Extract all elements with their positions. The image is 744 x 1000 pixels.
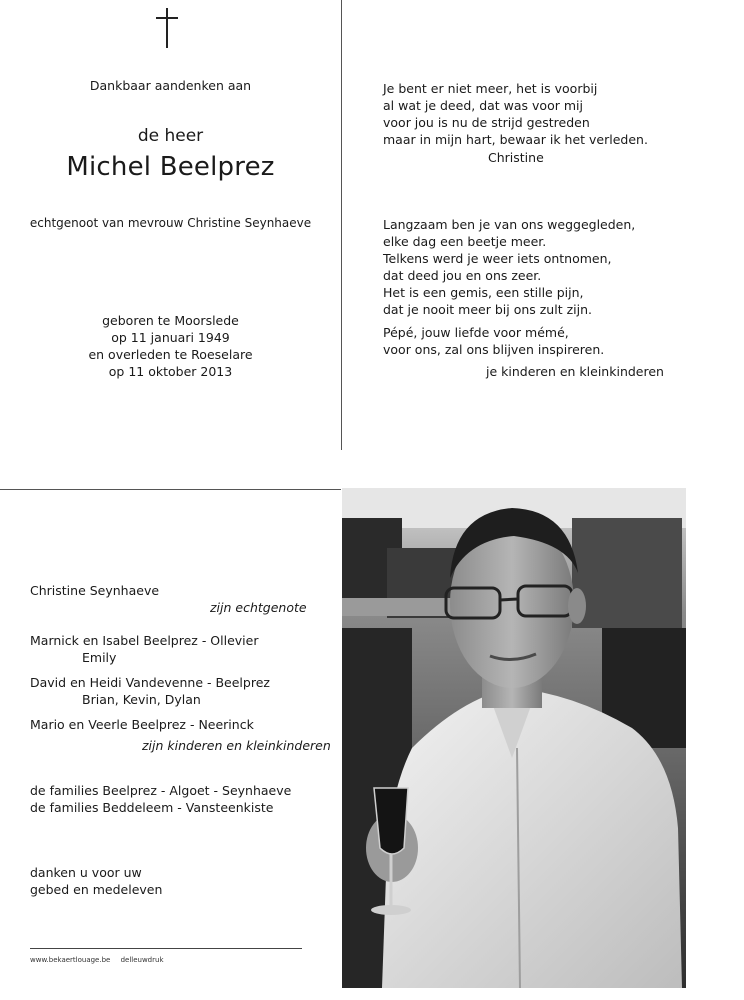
poem-line: Langzaam ben je van ons weggegleden, [383,217,636,232]
portrait-photo [342,488,686,988]
birth-line: op 11 januari 1949 [111,330,230,345]
family-grandchildren: Brian, Kevin, Dylan [82,692,201,707]
family-child: Mario en Veerle Beelprez - Neerinck [30,717,254,732]
family-wife: Christine Seynhaeve [30,583,160,598]
family-extended: de families Beelprez - Algoet - Seynhaeve [30,783,292,798]
family-grandchildren: Emily [82,650,117,665]
poem-line: dat je nooit meer bij ons zult zijn. [383,302,592,317]
poem-langzaam [383,216,703,318]
family-extended: de families Beddeleem - Vansteenkiste [30,800,274,815]
poem-line: dat deed jou en ons zeer. [383,268,542,283]
title: de heer [137,126,204,146]
horizontal-fold-line [0,489,341,490]
footer-website: www.bekaertlouage.be [30,956,111,964]
portrait-illustration [342,488,686,988]
poem-line: Je bent er niet meer, het is voorbij [383,81,598,96]
poem-line: maar in mijn hart, bewaar ik het verleden. [383,132,648,147]
poem-line: elke dag een beetje meer. [383,234,547,249]
family-child: Marnick en Isabel Beelprez - Ollevier [30,633,259,648]
closing-line: danken u voor uw [30,865,142,880]
poem-line: Telkens werd je weer iets ontnomen, [383,251,612,266]
poem-line: al wat je deed, dat was voor mij [383,98,583,113]
poem-line: voor ons, zal ons blijven inspireren. [383,342,605,357]
poem-line: voor jou is nu de strijd gestreden [383,115,590,130]
poem-christine [383,80,703,148]
cross-icon-bar [156,17,178,19]
family-children-role: zijn kinderen en kleinkinderen [142,738,331,753]
birth-death-info [0,312,341,380]
birth-line: geboren te Moorslede [102,313,239,328]
poem-pepe [383,324,703,358]
birth-line: op 11 oktober 2013 [108,364,233,379]
birth-line: en overleden te Roeselare [88,347,253,362]
poem-line: Pépé, jouw liefde voor mémé, [383,325,569,340]
spouse-line: echtgenoot van mevrouw Christine Seynhaeve [29,216,312,230]
closing-line: gebed en medeleven [30,882,163,897]
deceased-name: Michel Beelprez [66,152,275,182]
poem-signature-christine: Christine [488,150,544,165]
family-child: David en Heidi Vandevenne - Beelprez [30,675,270,690]
footer-printer: delleuwdruk [120,956,164,964]
dankbaar-heading: Dankbaar aandenken aan [89,78,252,93]
family-list [30,582,330,816]
closing-text [30,864,162,898]
poem-signature-grandchildren: je kinderen en kleinkinderen [486,364,664,379]
poem-line: Het is een gemis, een stille pijn, [383,285,584,300]
vertical-fold-line [341,0,342,450]
cross-icon [166,8,168,48]
footer-divider [30,948,302,949]
printer-footer [30,956,172,964]
family-wife-role: zijn echtgenote [210,600,307,615]
